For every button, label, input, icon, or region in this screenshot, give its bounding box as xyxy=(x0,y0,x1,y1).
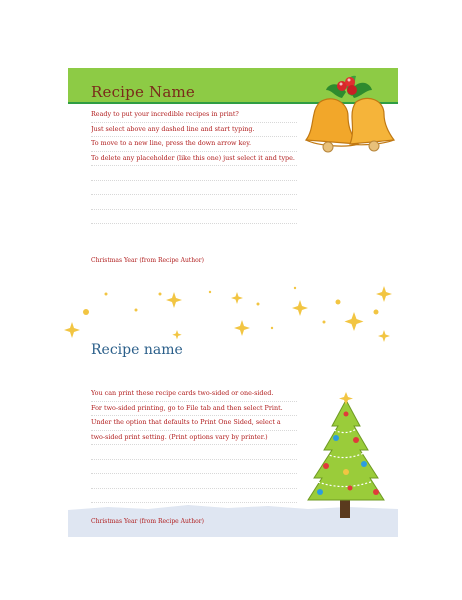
gold-stars-icon xyxy=(62,282,402,342)
recipe-line[interactable]: For two-sided printing, go to File tab and then select Print. xyxy=(91,402,297,417)
recipe-footer-2[interactable]: Christmas Year (from Recipe Author) xyxy=(91,518,204,525)
recipe-line[interactable]: To move to a new line, press the down arrow key. xyxy=(91,137,297,152)
recipe-line[interactable] xyxy=(91,195,297,210)
recipe-line[interactable]: To delete any placeholder (like this one) just select it and type. xyxy=(91,152,297,167)
recipe-line[interactable] xyxy=(91,489,297,504)
recipe-line[interactable] xyxy=(91,166,297,181)
recipe-line[interactable]: You can print these recipe cards two-sided or one-sided. xyxy=(91,387,297,402)
recipe-line[interactable] xyxy=(91,181,297,196)
christmas-tree-icon xyxy=(306,392,386,522)
recipe-line[interactable]: Just select above any dashed line and start typing. xyxy=(91,123,297,138)
christmas-bells-icon xyxy=(298,72,398,162)
recipe-card-2 xyxy=(68,282,398,537)
recipe-title-2[interactable]: Recipe name xyxy=(91,342,183,358)
recipe-line[interactable]: Under the option that defaults to Print One Sided, select a xyxy=(91,416,297,431)
recipe-card-1 xyxy=(68,68,398,278)
recipe-line[interactable] xyxy=(91,445,297,460)
recipe-line[interactable] xyxy=(91,460,297,475)
recipe-footer-1[interactable]: Christmas Year (from Recipe Author) xyxy=(91,257,204,264)
recipe-line[interactable]: Ready to put your incredible recipes in print? xyxy=(91,108,297,123)
recipe-line[interactable]: two-sided print setting. (Print options vary by printer.) xyxy=(91,431,297,446)
recipe-lines-1 xyxy=(91,108,297,224)
recipe-line[interactable] xyxy=(91,210,297,225)
recipe-line[interactable] xyxy=(91,474,297,489)
recipe-lines-2 xyxy=(91,387,297,503)
recipe-title-1[interactable]: Recipe Name xyxy=(91,83,195,101)
